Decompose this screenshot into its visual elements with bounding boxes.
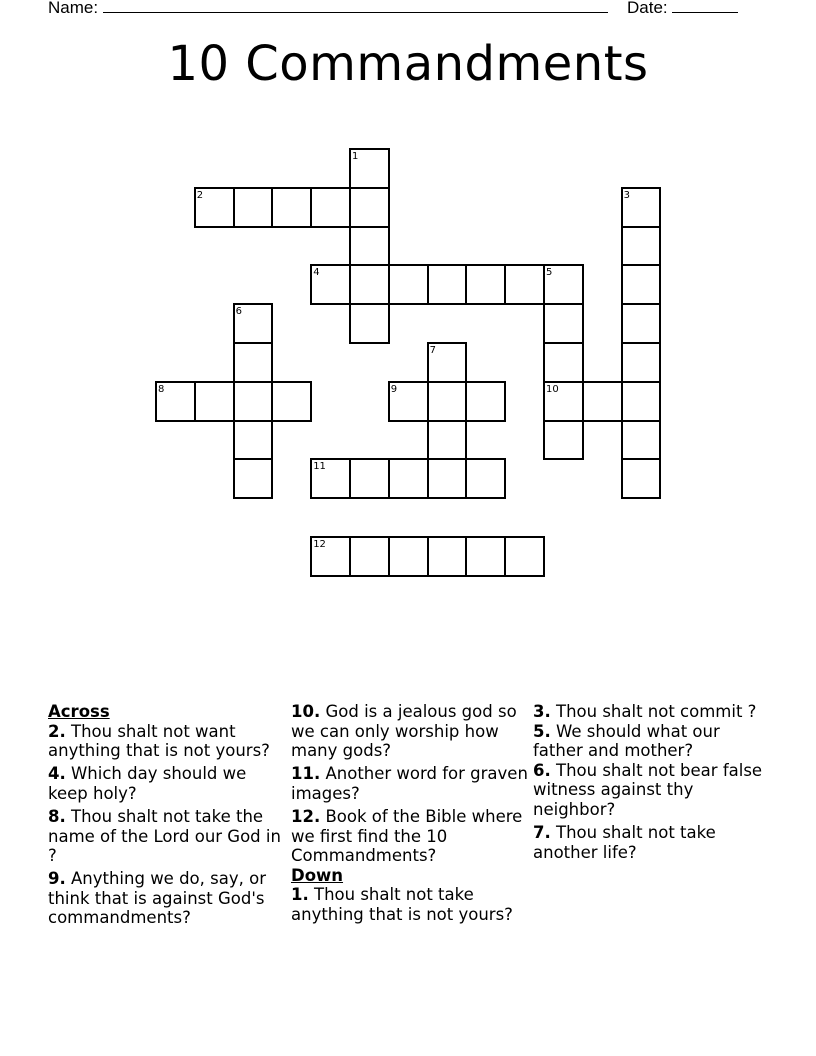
- crossword-cell[interactable]: [233, 458, 274, 499]
- clue-down-5: [533, 722, 773, 761]
- crossword-cell[interactable]: [233, 420, 274, 461]
- crossword-cell[interactable]: [233, 303, 274, 344]
- clue-number-label: 2: [196, 189, 204, 201]
- clue-number-label: 5: [546, 267, 553, 279]
- crossword-cell[interactable]: [504, 536, 545, 577]
- crossword-cell[interactable]: [621, 420, 662, 461]
- crossword-cell[interactable]: [349, 458, 390, 499]
- clue-number-label: 10: [546, 383, 559, 395]
- clue-text: Another word for graven images?: [291, 764, 528, 803]
- clue-number-label: 9: [390, 383, 398, 395]
- crossword-cell[interactable]: [271, 187, 312, 228]
- clue-number-label: 7: [429, 345, 436, 356]
- crossword-cell[interactable]: [349, 303, 390, 344]
- crossword-cell[interactable]: [427, 536, 468, 577]
- page-title: 10 Commandments: [167, 36, 649, 92]
- clue-number: 8.: [48, 806, 66, 826]
- crossword-cell[interactable]: [427, 342, 468, 383]
- crossword-cell[interactable]: [621, 264, 662, 305]
- across-heading: Across: [48, 702, 110, 721]
- clue-text: We should what our father and mother?: [533, 721, 720, 761]
- crossword-cell[interactable]: [310, 536, 351, 577]
- crossword-cell[interactable]: [349, 187, 390, 228]
- clue-down-7: [533, 823, 773, 862]
- crossword-cell[interactable]: [504, 264, 545, 305]
- clue-number-label: 12: [313, 539, 326, 550]
- clue-number: 1.: [291, 885, 309, 905]
- clue-number-label: 4: [313, 267, 320, 279]
- crossword-cell[interactable]: [349, 264, 390, 305]
- clue-across-8: [48, 807, 288, 866]
- clue-number: 2.: [48, 721, 66, 741]
- clue-number: 7.: [533, 823, 551, 843]
- crossword-cell[interactable]: [310, 187, 351, 228]
- crossword-cell[interactable]: [621, 303, 662, 344]
- crossword-cell[interactable]: [271, 381, 312, 422]
- clue-text: Which day should we keep holy?: [48, 764, 247, 803]
- clue-text: Thou shalt not commit ?: [550, 702, 757, 721]
- clue-text: Thou shalt not take the name of the Lord our God in ?: [48, 806, 281, 866]
- clue-text: Thou shalt not bear false witness against thy neighbor?: [533, 760, 763, 819]
- clue-across-4: [48, 764, 288, 803]
- crossword-cell[interactable]: [233, 187, 274, 228]
- crossword-cell[interactable]: [388, 458, 429, 499]
- clue-across-10: [291, 702, 531, 761]
- crossword-cell[interactable]: [621, 342, 662, 383]
- crossword-cell[interactable]: [621, 187, 662, 228]
- clue-text: God is a jealous god so we can only worship how many gods?: [291, 702, 517, 761]
- crossword-cell[interactable]: [194, 187, 235, 228]
- crossword-cell[interactable]: [465, 536, 506, 577]
- clue-number: 12.: [291, 806, 321, 826]
- clue-number: 3.: [533, 702, 551, 721]
- crossword-cell[interactable]: [194, 381, 235, 422]
- clue-text: Thou shalt not take another life?: [533, 823, 716, 862]
- crossword-cell[interactable]: [233, 381, 274, 422]
- crossword-cell[interactable]: [388, 381, 429, 422]
- clue-number: 9.: [48, 869, 66, 889]
- crossword-cell[interactable]: [465, 264, 506, 305]
- crossword-cell[interactable]: [155, 381, 196, 422]
- clue-text: Thou shalt not take anything that is not yours?: [291, 885, 513, 924]
- crossword-cell[interactable]: [427, 458, 468, 499]
- date-label: Date:: [627, 0, 668, 17]
- crossword-cell[interactable]: [233, 342, 274, 383]
- crossword-cell[interactable]: [543, 303, 584, 344]
- clues-column-3: [533, 702, 773, 866]
- name-label: Name:: [48, 0, 99, 17]
- clue-number-label: 1: [352, 151, 359, 162]
- crossword-cell[interactable]: [621, 458, 662, 499]
- clue-text: Book of the Bible where we first find the 10 Commandments?: [291, 806, 523, 866]
- clue-number: 10.: [291, 702, 321, 721]
- clue-number: 5.: [533, 721, 551, 741]
- clue-number: 6.: [533, 760, 551, 780]
- crossword-cell[interactable]: [427, 264, 468, 305]
- clue-number-label: 6: [235, 306, 242, 318]
- crossword-cell[interactable]: [582, 381, 623, 422]
- clue-number-label: 11: [313, 461, 326, 473]
- crossword-cell[interactable]: [310, 458, 351, 499]
- clue-down-3: [533, 702, 773, 722]
- crossword-cell[interactable]: [543, 420, 584, 461]
- crossword-cell[interactable]: [427, 381, 468, 422]
- clue-number: 4.: [48, 764, 66, 784]
- crossword-cell[interactable]: [349, 148, 390, 189]
- clue-across-12: [291, 807, 531, 866]
- clue-across-2: [48, 722, 288, 761]
- clue-text: Thou shalt not want anything that is not yours?: [48, 721, 270, 761]
- clue-down-1: [291, 885, 531, 924]
- crossword-cell[interactable]: [543, 381, 584, 422]
- crossword-cell[interactable]: [388, 264, 429, 305]
- crossword-cell[interactable]: [621, 226, 662, 267]
- clue-text: Anything we do, say, or think that is against God's commandments?: [48, 869, 266, 928]
- clue-number-label: 8: [158, 383, 165, 395]
- crossword-cell[interactable]: [465, 458, 506, 499]
- clue-down-6: [533, 761, 773, 820]
- crossword-cell[interactable]: [465, 381, 506, 422]
- down-heading: Down: [291, 865, 344, 885]
- crossword-cell[interactable]: [349, 226, 390, 267]
- crossword-cell[interactable]: [349, 536, 390, 577]
- crossword-cell[interactable]: [310, 264, 351, 305]
- crossword-cell[interactable]: [543, 342, 584, 383]
- crossword-cell[interactable]: [543, 264, 584, 305]
- clue-across-11: [291, 764, 531, 803]
- clue-across-9: [48, 869, 288, 928]
- crossword-cell[interactable]: [427, 420, 468, 461]
- crossword-cell[interactable]: [621, 381, 662, 422]
- clues-column-1: [48, 702, 288, 932]
- clues-column-2: [291, 702, 531, 928]
- clue-number-label: 3: [623, 189, 630, 201]
- clue-number: 11.: [291, 764, 321, 784]
- crossword-cell[interactable]: [388, 536, 429, 577]
